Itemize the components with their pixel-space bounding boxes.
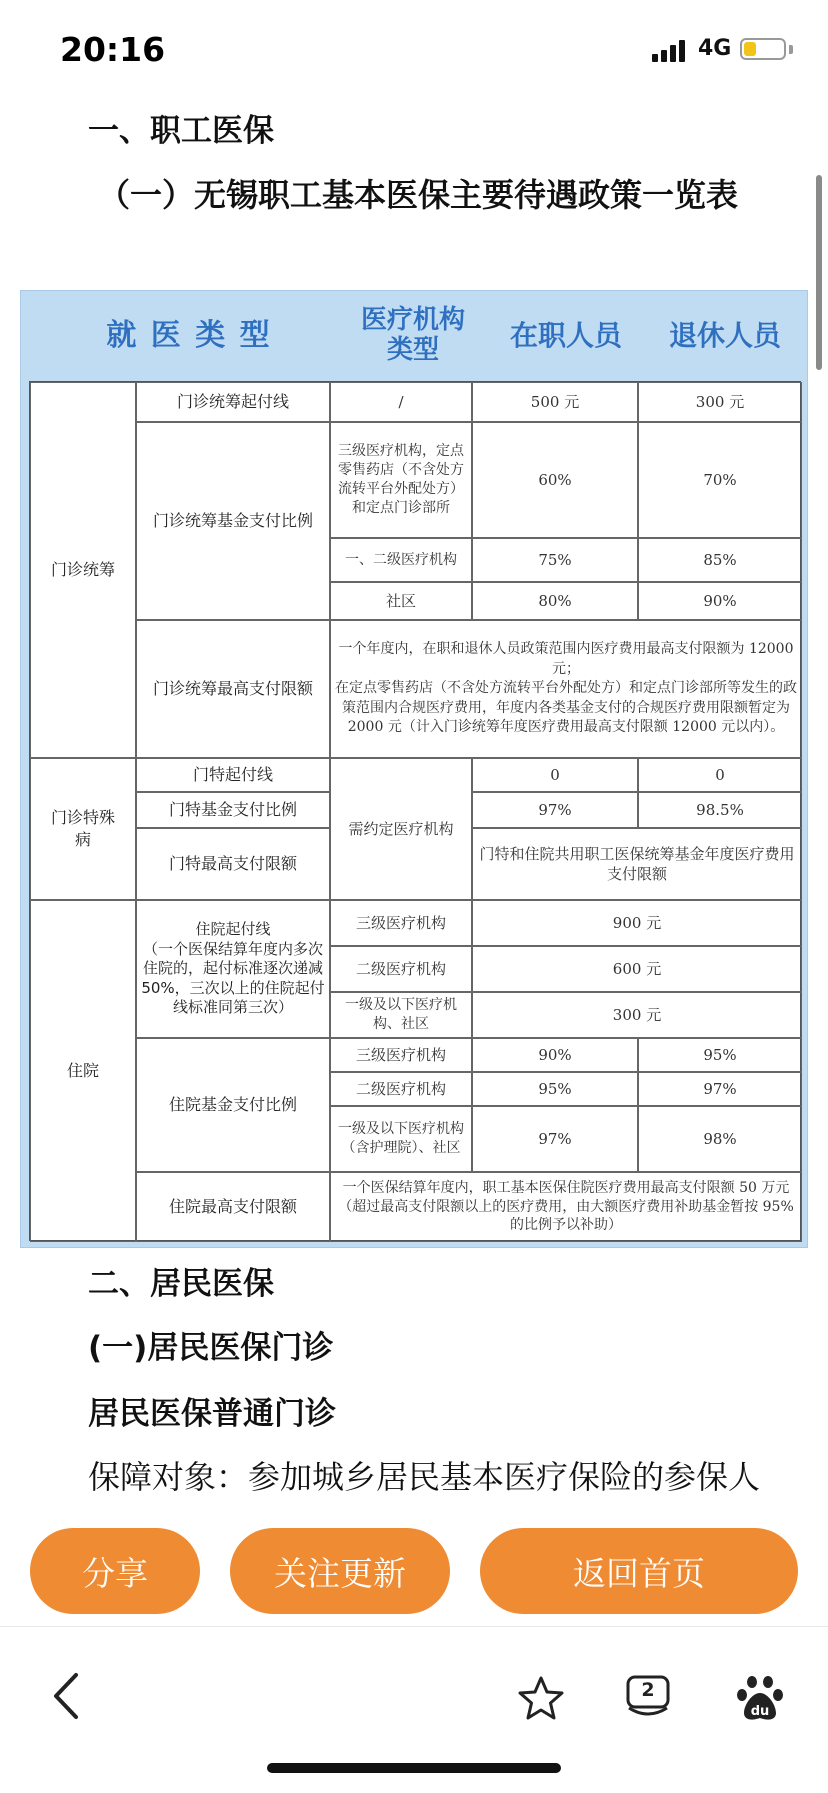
val-sp-ratio-emp: 97%	[472, 792, 638, 828]
item-sp-deductible: 门特起付线	[136, 758, 330, 792]
val-op-ded-ret: 300 元	[638, 382, 802, 422]
item-ip-max: 住院最高支付限额	[136, 1172, 330, 1242]
val-op-l3-emp: 60%	[472, 422, 638, 538]
val-sp-max: 门特和住院共用职工医保统筹基金年度医疗费用支付限额	[472, 828, 802, 900]
header-retired: 退休人员	[668, 318, 781, 352]
val-op-l12-emp: 75%	[472, 538, 638, 582]
inst-ip-l3: 三级医疗机构	[330, 900, 472, 946]
back-home-button[interactable]: 返回首页	[480, 1528, 798, 1614]
inst-op-l12: 一、二级医疗机构	[330, 538, 472, 582]
battery-tip	[789, 45, 793, 54]
val-sp-ded-ret: 0	[638, 758, 802, 792]
status-time: 20:16	[60, 30, 166, 69]
group-special: 门诊特殊 病	[30, 758, 136, 900]
val-op-ded-emp: 500 元	[472, 382, 638, 422]
back-icon[interactable]	[50, 1671, 82, 1721]
val-ip-l3-ret: 95%	[638, 1038, 802, 1072]
section1-subtitle: （一）无锡职工基本医保主要待遇政策一览表	[98, 176, 739, 214]
group-outpatient: 门诊统筹	[30, 382, 136, 758]
follow-updates-button[interactable]: 关注更新	[230, 1528, 450, 1614]
inst-ip-l1: 一级及以下医疗机构、社区	[330, 992, 472, 1038]
val-sp-ded-emp: 0	[472, 758, 638, 792]
item-sp-ratio: 门特基金支付比例	[136, 792, 330, 828]
item-sp-max: 门特最高支付限额	[136, 828, 330, 900]
val-ip-l1-ret: 98%	[638, 1106, 802, 1172]
val-ip-l3-emp: 90%	[472, 1038, 638, 1072]
section2-title: 二、居民医保	[88, 1266, 274, 1302]
val-op-max: 一个年度内，在职和退休人员政策范围内医疗费用最高支付限额为 12000 元； 在定点零售药店（不含处方流转平台外配处方）和定点门诊部所等发生的政策范围内合规医疗费用，年度内各类基金支付的合规医疗费用限额暂定为 2000 元（计入门诊统筹年度医疗费用最高支付限额 12000 元以内）。	[330, 620, 802, 758]
policy-table	[20, 290, 808, 1248]
val-op-l12-ret: 85%	[638, 538, 802, 582]
item-ip-ratio: 住院基金支付比例	[136, 1038, 330, 1172]
val-ip-ded-l3: 900 元	[472, 900, 802, 946]
signal-icon	[652, 38, 688, 62]
inst-ipr-l2: 二级医疗机构	[330, 1072, 472, 1106]
group-inpatient: 住院	[30, 900, 136, 1242]
val-ip-l2-emp: 95%	[472, 1072, 638, 1106]
item-op-deductible: 门诊统筹起付线	[136, 382, 330, 422]
val-op-com-emp: 80%	[472, 582, 638, 620]
inst-ipr-l1: 一级及以下医疗机构（含护理院）、社区	[330, 1106, 472, 1172]
header-type: 就 医 类 型	[106, 317, 272, 353]
header-institution: 医疗机构 类型	[360, 305, 465, 365]
item-op-ratio: 门诊统筹基金支付比例	[136, 422, 330, 620]
val-ip-max: 一个医保结算年度内，职工基本医保住院医疗费用最高支付限额 50 万元（超过最高支付限额以上的医疗费用，由大额医疗费用补助基金暂按 95%的比例予以补助）	[330, 1172, 802, 1242]
tabs-button[interactable]	[625, 1674, 671, 1720]
val-op-l3-ret: 70%	[638, 422, 802, 538]
coverage-paragraph: 保障对象：参加城乡居民基本医疗保险的参保人	[88, 1458, 761, 1496]
section2-subtitle: (一)居民医保门诊	[88, 1330, 334, 1366]
val-ip-ded-l2: 600 元	[472, 946, 802, 992]
val-ip-l2-ret: 97%	[638, 1072, 802, 1106]
home-indicator	[267, 1763, 561, 1773]
inst-op-none: /	[330, 382, 472, 422]
scroll-indicator[interactable]	[816, 175, 822, 370]
star-icon[interactable]	[518, 1675, 564, 1721]
status-bar	[0, 0, 828, 100]
item-op-max: 门诊统筹最高支付限额	[136, 620, 330, 758]
tabs-count: 2	[641, 1679, 655, 1701]
inst-ipr-l3: 三级医疗机构	[330, 1038, 472, 1072]
val-ip-ded-l1: 300 元	[472, 992, 802, 1038]
svg-text:du: du	[750, 1704, 770, 1719]
section2-subtitle2: 居民医保普通门诊	[88, 1396, 336, 1432]
baidu-icon[interactable]	[736, 1673, 784, 1723]
inst-op-community: 社区	[330, 582, 472, 620]
inst-op-l3: 三级医疗机构，定点零售药店（不含处方流转平台外配处方）和定点门诊部所	[330, 422, 472, 538]
inst-sp-designated: 需约定医疗机构	[330, 758, 472, 900]
battery-icon	[740, 38, 786, 60]
share-button[interactable]: 分享	[30, 1528, 200, 1614]
inst-ip-l2: 二级医疗机构	[330, 946, 472, 992]
val-sp-ratio-ret: 98.5%	[638, 792, 802, 828]
table-body	[29, 381, 801, 1241]
section1-title: 一、职工医保	[88, 113, 274, 149]
val-ip-l1-emp: 97%	[472, 1106, 638, 1172]
header-employed: 在职人员	[509, 318, 622, 352]
val-op-com-ret: 90%	[638, 582, 802, 620]
item-ip-deductible: 住院起付线 （一个医保结算年度内多次住院的，起付标准逐次递减 50%，三次以上的住院起付线标准同第三次）	[136, 900, 330, 1038]
network-label: 4G	[698, 36, 732, 61]
